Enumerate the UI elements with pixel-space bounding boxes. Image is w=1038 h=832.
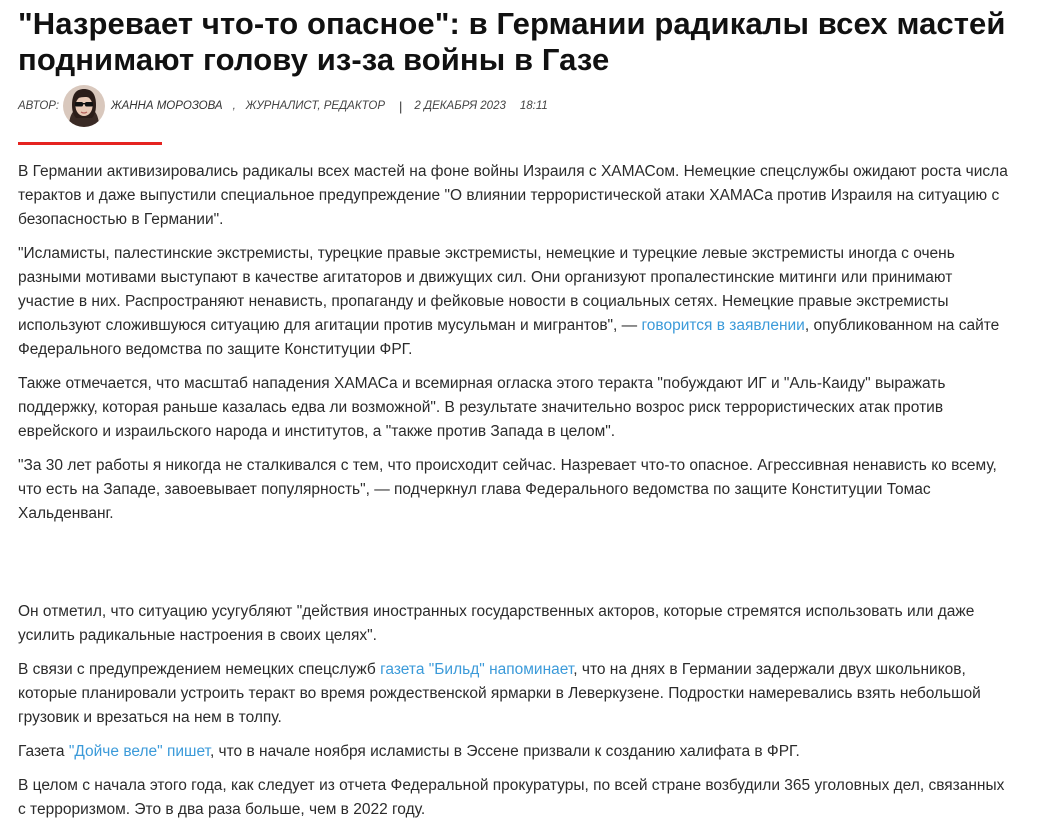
paragraph-6-tail: , что на днях в Германии задержали двух школьников, которые планировали устроить теракт во время рождественской ярмарки в Леверкузене. Подростки намеревались взять небольшой грузовик и врезаться на нем в толпу.: [18, 661, 981, 726]
article-title: "Назревает что-то опасное": в Германии радикалы всех мастей поднимают голову из-за войны в Газе: [18, 6, 1006, 77]
publish-date: 2 ДЕКАБРЯ 2023: [414, 100, 506, 112]
paragraph-4: "За 30 лет работы я никогда не сталкивался с тем, что происходит сейчас. Назревает что-то опасное. Агрессивная ненависть ко всему, что есть на Западе, завоевывает популярность", — подчеркнул глава Федерального ведомства по защите Конституции Томас Хальденванг.: [18, 457, 997, 522]
article-meta: [18, 84, 548, 128]
statement-link[interactable]: говорится в заявлении: [641, 317, 805, 334]
paragraph-7-pre: Газета: [18, 743, 69, 760]
paragraph-6-pre: В связи с предупреждением немецких спецслужб: [18, 661, 381, 678]
paragraph-5: Он отметил, что ситуацию усугубляют "действия иностранных государственных акторов, которые стремятся использовать или даже усилить радикальные настроения в своих целях".: [18, 603, 975, 644]
paragraph-6: [18, 658, 1008, 730]
dw-link[interactable]: "Дойче веле" пишет: [68, 743, 210, 760]
paragraph-1: В Германии активизировались радикалы всех мастей на фоне войны Израиля с ХАМАСом. Немецкие спецслужбы ожидают роста числа терактов и даже выпустили специальное предупреждение "О влиянии террористической атаки ХАМАСа против Израиля на ситуацию с безопасностью в Германии".: [18, 163, 1008, 228]
author-label: АВТОР:: [18, 100, 60, 112]
paragraph-7-tail: , что в начале ноября исламисты в Эссене призвали к созданию халифата в ФРГ.: [209, 743, 800, 760]
author-avatar[interactable]: [63, 85, 105, 127]
paragraph-3: Также отмечается, что масштаб нападения ХАМАСа и всемирная огласка этого теракта "побуждают ИГ и "Аль-Каиду" выражать поддержку, которая раньше казалась едва ли возможной". В результате значительно возрос риск террористических атак против еврейского и израильского народа и институтов, а "также против Запада в целом".: [18, 375, 946, 440]
meta-divider: |: [399, 98, 403, 114]
author-name[interactable]: ЖАННА МОРОЗОВА: [111, 100, 223, 112]
paragraph-7: [18, 740, 1008, 764]
accent-divider: [18, 142, 162, 145]
author-role: ЖУРНАЛИСТ, РЕДАКТОР: [245, 100, 386, 112]
paragraph-8: В целом с начала этого года, как следует из отчета Федеральной прокуратуры, по всей стране возбудили 365 уголовных дел, связанных с терроризмом. Это в два раза больше, чем в 2022 году.: [18, 777, 1005, 818]
publish-time: 18:11: [519, 100, 548, 112]
article-body: [18, 160, 1008, 832]
bild-link[interactable]: газета "Бильд" напоминает: [380, 661, 574, 678]
paragraph-2-text: "Исламисты, палестинские экстремисты, турецкие правые экстремисты, немецкие и турецкие левые экстремисты иногда с очень разными мотивами выступают в качестве агитаторов и движущих сил. Они организуют пропалестинские митинги или принимают участие в них. Распространяют ненависть, пропаганду и фейковые новости в социальных сетях. Немецкие правые экстремисты используют сложившуюся ситуацию для агитации против мусульман и мигрантов", —: [18, 245, 955, 334]
paragraph-2-tail: , опубликованном на сайте Федерального ведомства по защите Конституции ФРГ.: [18, 317, 1000, 358]
meta-comma: ,: [232, 100, 236, 112]
paragraph-2: [18, 242, 1008, 362]
embed-gap: [18, 536, 1008, 600]
